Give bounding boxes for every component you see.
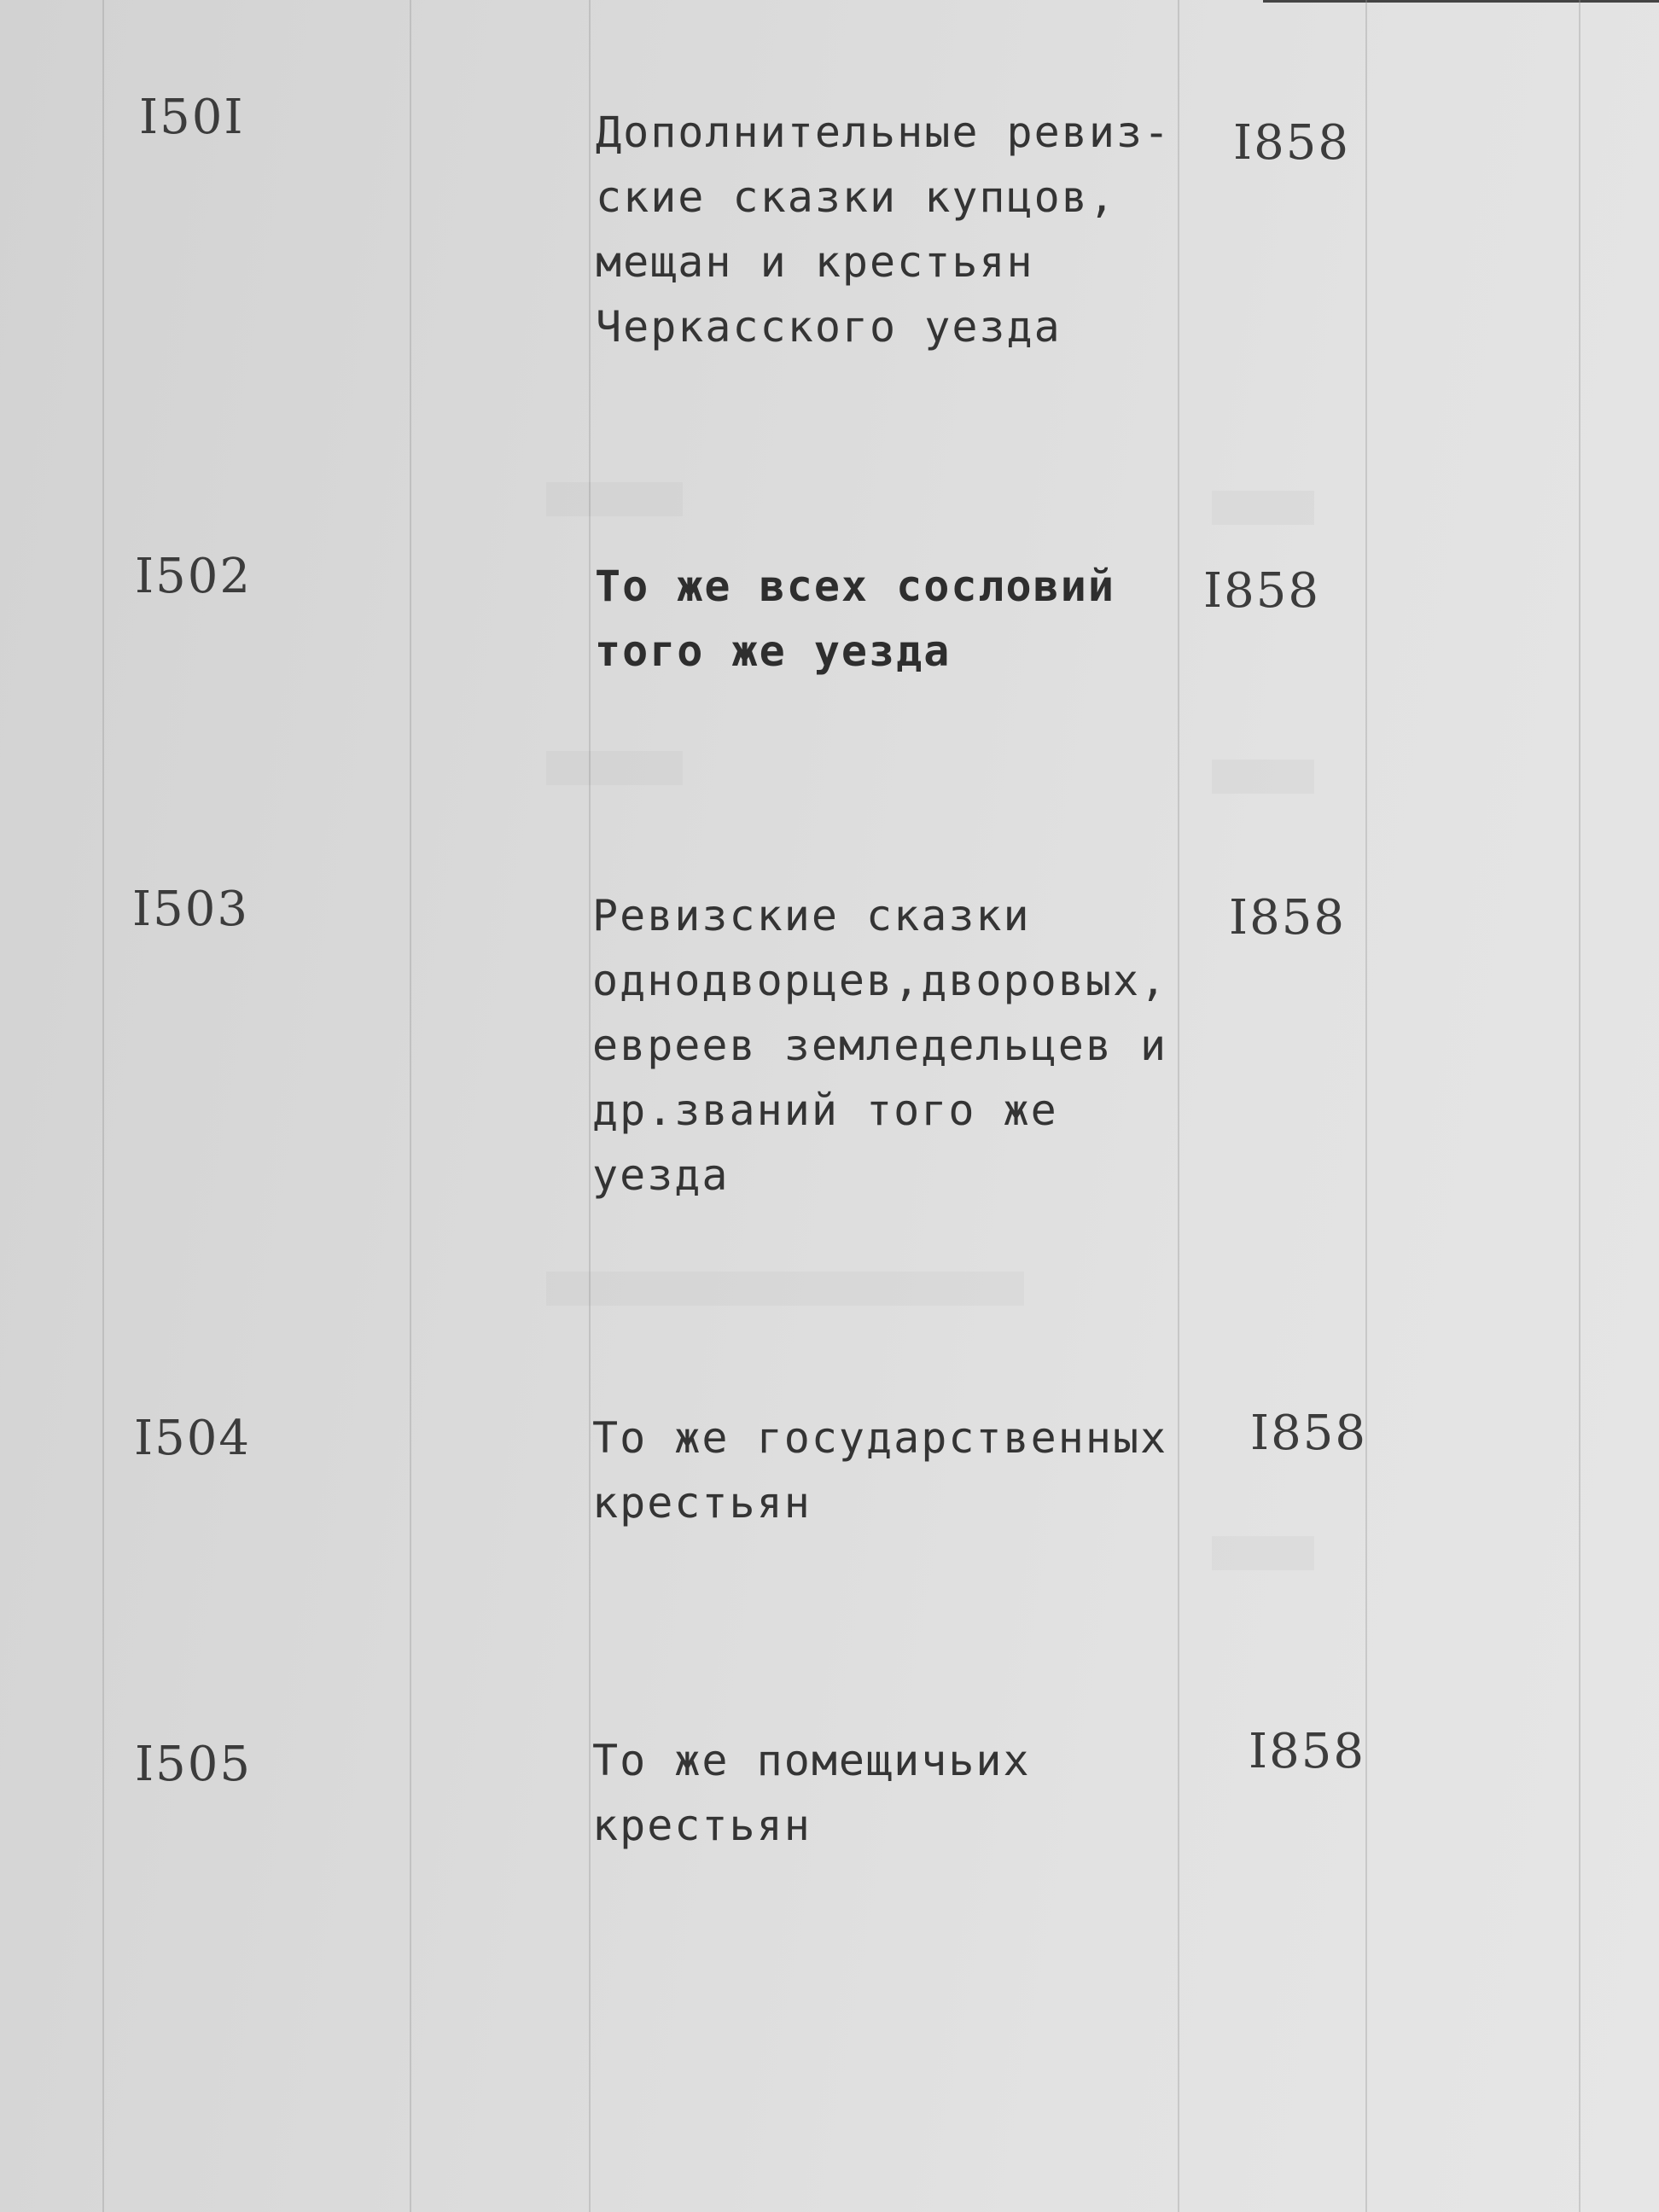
description-line: евреев земледельцев и xyxy=(592,1021,1168,1070)
record-year: I858 xyxy=(1233,115,1351,171)
bleed-through-shape xyxy=(1212,760,1314,794)
bleed-through-shape xyxy=(1212,1536,1314,1570)
record-year: I858 xyxy=(1229,890,1347,946)
description-line: То же всех сословий xyxy=(595,562,1115,611)
description-line: крестьян xyxy=(592,1801,812,1850)
column-rule xyxy=(589,0,591,2212)
description-line: Черкасского уезда xyxy=(596,302,1062,352)
description-line: Дополнительные ревиз- xyxy=(596,108,1172,157)
record-number: I504 xyxy=(134,1411,252,1466)
description-line: То же государственных xyxy=(592,1413,1168,1463)
description-line: ские сказки купцов, xyxy=(596,172,1116,222)
record-number: I505 xyxy=(135,1737,253,1792)
description-line: однодворцев,дворовых, xyxy=(592,956,1168,1005)
record-number: I50I xyxy=(139,90,245,145)
description-line: др.званий того же xyxy=(592,1086,1058,1135)
description-line: уезда xyxy=(592,1150,730,1200)
record-number: I502 xyxy=(135,549,253,604)
column-rule xyxy=(1178,0,1179,2212)
column-rule xyxy=(102,0,104,2212)
record-year: I858 xyxy=(1250,1406,1368,1461)
column-rule xyxy=(410,0,411,2212)
record-year: I858 xyxy=(1203,563,1321,619)
bleed-through-shape xyxy=(546,1272,1024,1306)
column-rule xyxy=(1365,0,1367,2212)
description-line: мещан и крестьян xyxy=(596,237,1034,287)
bleed-through-shape xyxy=(546,482,683,516)
column-rule xyxy=(1579,0,1580,2212)
description-line: крестьян xyxy=(592,1478,812,1528)
bleed-through-shape xyxy=(546,751,683,785)
page-top-edge xyxy=(1263,0,1659,3)
bleed-through-shape xyxy=(1212,491,1314,525)
description-line: То же помещичьих xyxy=(592,1736,1031,1785)
record-number: I503 xyxy=(132,882,250,937)
description-line: того же уезда xyxy=(595,626,952,676)
record-year: I858 xyxy=(1249,1724,1366,1779)
description-line: Ревизские сказки xyxy=(592,891,1031,940)
